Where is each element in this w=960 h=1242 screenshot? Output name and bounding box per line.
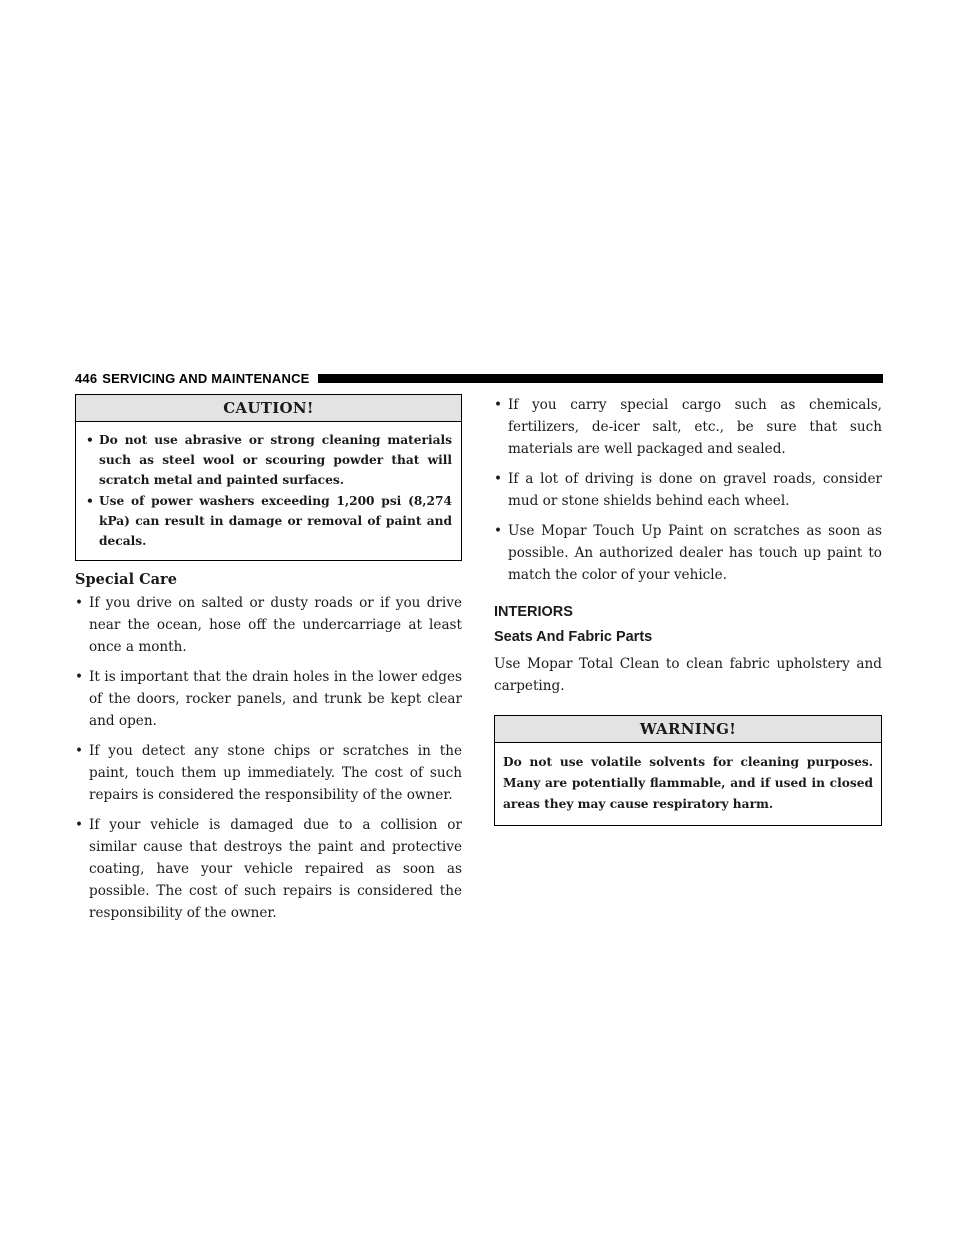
- special-care-list-continued: [494, 394, 882, 586]
- left-column: [75, 394, 462, 932]
- bullet-icon: •: [75, 595, 84, 611]
- list-item: [75, 666, 462, 732]
- bullet-icon: •: [75, 817, 84, 833]
- interiors-heading: INTERIORS: [494, 604, 573, 620]
- warning-title: WARNING!: [495, 716, 881, 743]
- list-item: [75, 814, 462, 924]
- list-item-text: If your vehicle is damaged due to a collision or similar cause that destroys the paint and protective coating, have your vehicle repaired as soon as possible. The cost of such repairs is considered the responsibility of the owner.: [89, 817, 462, 921]
- bullet-icon: •: [494, 523, 503, 539]
- page-header: [75, 369, 883, 387]
- bullet-icon: •: [75, 669, 84, 685]
- seats-fabric-heading: Seats And Fabric Parts: [494, 629, 653, 645]
- list-item: [494, 468, 882, 512]
- bullet-icon: •: [86, 494, 94, 508]
- list-item-text: It is important that the drain holes in the lower edges of the doors, rocker panels, and trunk be kept clear and open.: [89, 669, 462, 729]
- list-item-text: Use Mopar Touch Up Paint on scratches as soon as possible. An authorized dealer has touch up paint to match the color of your vehicle.: [508, 523, 882, 583]
- caution-item-text: Use of power washers exceeding 1,200 psi (8,274 kPa) can result in damage or removal of paint and decals.: [99, 494, 452, 548]
- list-item-text: If you drive on salted or dusty roads or if you drive near the ocean, hose off the undercarriage at least once a month.: [89, 595, 462, 655]
- caution-item-text: Do not use abrasive or strong cleaning materials such as steel wool or scouring powder that will scratch metal and painted surfaces.: [99, 433, 452, 487]
- list-item-text: If you detect any stone chips or scratches in the paint, touch them up immediately. The cost of such repairs is considered the responsibility of the owner.: [89, 743, 462, 803]
- caution-title: CAUTION!: [76, 395, 461, 422]
- list-item: [75, 592, 462, 658]
- list-item-text: If a lot of driving is done on gravel roads, consider mud or stone shields behind each wheel.: [508, 471, 882, 509]
- special-care-title: Special Care: [75, 571, 177, 588]
- list-item: [494, 394, 882, 460]
- bullet-icon: •: [494, 397, 503, 413]
- bullet-icon: •: [86, 433, 94, 447]
- bullet-icon: •: [75, 743, 84, 759]
- bullet-icon: •: [494, 471, 503, 487]
- list-item: [494, 520, 882, 586]
- caution-item: [85, 491, 452, 551]
- header-rule: [318, 374, 883, 383]
- list-item-text: If you carry special cargo such as chemicals, fertilizers, de-icer salt, etc., be sure that such materials are well packaged and sealed.: [508, 397, 882, 457]
- caution-list: [76, 422, 461, 560]
- right-column: [494, 394, 882, 826]
- section-name: SERVICING AND MAINTENANCE: [102, 370, 310, 386]
- page-number: 446: [75, 370, 98, 386]
- special-care-list: [75, 592, 462, 924]
- caution-item: [85, 430, 452, 490]
- caution-box: [75, 394, 462, 561]
- warning-box: [494, 715, 882, 826]
- header-text: [75, 371, 310, 386]
- interiors-paragraph: Use Mopar Total Clean to clean fabric upholstery and carpeting.: [494, 656, 882, 694]
- warning-text: Do not use volatile solvents for cleaning purposes. Many are potentially flammable, and if used in closed areas they may cause respiratory harm.: [503, 755, 873, 811]
- list-item: [75, 740, 462, 806]
